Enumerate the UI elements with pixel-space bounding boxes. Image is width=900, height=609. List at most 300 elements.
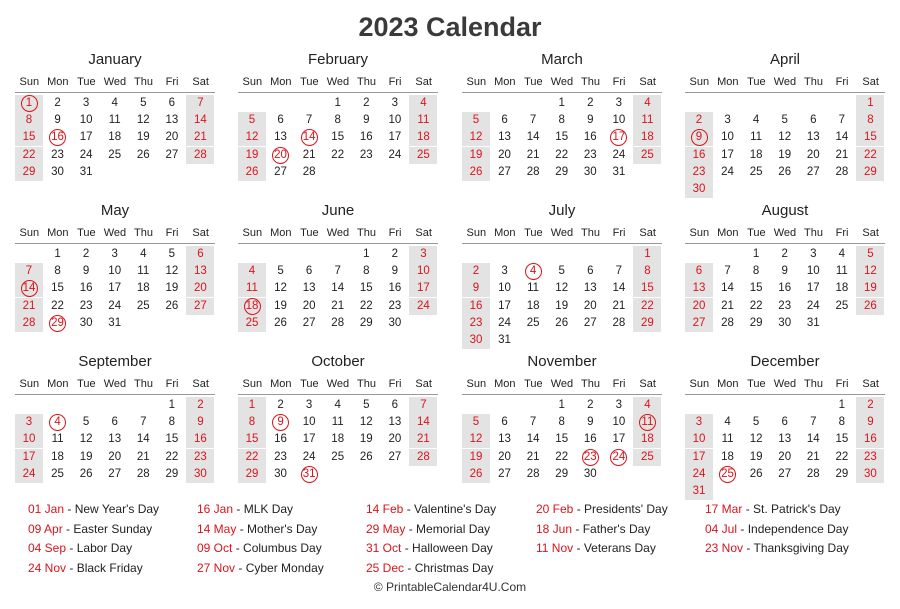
- day-cell: 31: [806, 316, 820, 329]
- weekday-label: Mon: [494, 378, 516, 390]
- month-june: [238, 201, 438, 364]
- day-cell: 29: [15, 164, 43, 181]
- day-cell: 31: [612, 165, 626, 178]
- day-cell: 28: [302, 165, 316, 178]
- weekday-label: Wed: [773, 76, 797, 88]
- holiday-day-circle: 4: [525, 263, 542, 280]
- month-december: [685, 352, 885, 515]
- month-name: September: [78, 353, 152, 370]
- day-cell: [633, 414, 661, 431]
- holiday-name: MLK Day: [243, 502, 294, 516]
- day-cell: 8: [856, 112, 884, 129]
- day-cell: 6: [685, 263, 713, 280]
- day-cell: 22: [555, 450, 569, 463]
- day-cell: 30: [462, 332, 490, 349]
- day-cell: 14: [526, 131, 540, 144]
- day-cell: 28: [612, 316, 626, 329]
- weekday-label: Tue: [524, 378, 543, 390]
- day-cell: 30: [388, 316, 402, 329]
- day-cell: 24: [302, 450, 316, 463]
- day-cell: 25: [633, 449, 661, 466]
- day-cell: 8: [363, 265, 370, 278]
- day-cell: 20: [302, 299, 316, 312]
- weekday-label: Sun: [466, 378, 487, 390]
- day-cell: 2: [277, 399, 284, 411]
- weekday-label: Sat: [862, 378, 879, 390]
- holiday-item: [366, 520, 536, 540]
- day-cell: 16: [583, 433, 597, 446]
- day-cell: 10: [388, 114, 402, 127]
- day-cell: 25: [238, 315, 266, 332]
- day-cell: 3: [82, 97, 90, 109]
- day-cell: 26: [165, 299, 179, 312]
- day-cell: 7: [724, 265, 731, 278]
- day-grid: [685, 244, 885, 364]
- holiday-day-circle: 1: [21, 95, 38, 112]
- day-cell: 14: [721, 282, 734, 295]
- day-cell: 26: [555, 316, 569, 329]
- day-cell: 7: [838, 114, 846, 127]
- day-cell: 12: [136, 114, 150, 127]
- day-cell: 15: [165, 433, 179, 446]
- day-cell: 3: [615, 97, 623, 109]
- holiday-column: [197, 500, 367, 578]
- day-cell: 16: [388, 282, 402, 295]
- weekday-label: Wed: [103, 378, 127, 390]
- day-cell: 30: [51, 165, 64, 178]
- weekday-label: Wed: [550, 227, 574, 239]
- holiday-item: [28, 539, 198, 559]
- holiday-separator: -: [742, 502, 754, 516]
- holiday-item: [366, 539, 536, 559]
- holiday-day-circle: 9: [272, 414, 289, 431]
- day-cell: 14: [526, 433, 540, 446]
- day-cell: 13: [186, 263, 214, 280]
- holiday-day-circle: 14: [21, 280, 38, 297]
- day-cell: 25: [331, 450, 345, 463]
- day-cell: 12: [359, 416, 373, 429]
- weekday-label: Thu: [581, 227, 601, 239]
- day-cell: 23: [51, 148, 64, 161]
- month-name: January: [88, 51, 142, 68]
- day-cell: 13: [498, 433, 511, 446]
- weekday-label: Thu: [804, 76, 824, 88]
- day-cell: 25: [526, 316, 540, 329]
- day-cell: 10: [806, 265, 820, 278]
- day-cell: [295, 129, 323, 146]
- month-october: [238, 352, 438, 515]
- day-cell: 31: [498, 334, 511, 346]
- day-cell: 30: [274, 467, 287, 480]
- day-cell: 2: [587, 97, 594, 109]
- holiday-date: 25 Dec: [366, 560, 405, 575]
- month-march: [462, 50, 662, 213]
- day-cell: 5: [462, 112, 490, 129]
- day-cell: 5: [363, 399, 370, 411]
- weekday-label: Wed: [103, 227, 127, 239]
- holiday-column: [705, 500, 875, 559]
- day-cell: 20: [806, 148, 820, 161]
- day-cell: 3: [409, 246, 437, 263]
- holiday-date: 27 Nov: [197, 560, 236, 575]
- weekday-header: [685, 376, 885, 395]
- day-cell: 18: [331, 433, 345, 446]
- day-cell: 1: [558, 399, 565, 411]
- day-cell: 5: [168, 248, 176, 260]
- weekday-label: Fri: [165, 227, 179, 239]
- weekday-header: [15, 225, 215, 244]
- day-cell: 7: [186, 95, 214, 112]
- weekday-label: Mon: [494, 227, 516, 239]
- month-name: May: [100, 202, 130, 219]
- holiday-date: 09 Oct: [197, 541, 233, 555]
- day-cell: 15: [555, 433, 569, 446]
- day-cell: 27: [302, 316, 316, 329]
- day-cell: 13: [108, 433, 122, 446]
- day-cell: 9: [186, 414, 214, 431]
- weekday-label: Wed: [326, 227, 350, 239]
- day-cell: 27: [583, 316, 597, 329]
- holiday-item: [197, 520, 367, 540]
- day-cell: 7: [529, 114, 537, 127]
- day-cell: 13: [498, 131, 511, 144]
- day-cell: 17: [15, 449, 43, 466]
- day-cell: 15: [331, 131, 345, 144]
- day-cell: 12: [274, 282, 287, 295]
- day-cell: [519, 263, 547, 280]
- day-cell: 18: [721, 450, 734, 463]
- day-cell: 2: [391, 248, 399, 260]
- day-grid: [238, 244, 438, 364]
- weekday-header: [462, 74, 662, 93]
- day-cell: 12: [749, 433, 763, 446]
- holiday-separator: -: [403, 502, 415, 516]
- day-cell: 27: [388, 450, 402, 463]
- day-cell: 9: [462, 280, 490, 297]
- weekday-label: Fri: [165, 76, 179, 88]
- holiday-column: [366, 500, 536, 578]
- day-cell: [714, 466, 742, 483]
- day-cell: 12: [462, 431, 490, 448]
- holiday-day-circle: 14: [301, 129, 318, 146]
- month-august: [685, 201, 885, 364]
- day-grid: [685, 93, 885, 213]
- weekday-label: Mon: [717, 227, 739, 239]
- day-cell: 23: [388, 299, 402, 312]
- day-cell: 13: [165, 114, 179, 127]
- day-cell: 10: [685, 431, 713, 448]
- weekday-label: Sat: [639, 76, 656, 88]
- weekday-label: Tue: [300, 378, 319, 390]
- weekday-label: Wed: [773, 378, 797, 390]
- holiday-name: Christmas Day: [414, 560, 494, 575]
- weekday-label: Sun: [19, 76, 40, 88]
- day-cell: 1: [856, 95, 884, 112]
- day-cell: 22: [633, 298, 661, 315]
- weekday-label: Tue: [77, 378, 96, 390]
- day-cell: 20: [165, 131, 179, 144]
- day-cell: 19: [359, 433, 373, 446]
- day-cell: 24: [721, 165, 734, 178]
- weekday-label: Tue: [747, 76, 766, 88]
- day-cell: 18: [136, 282, 150, 295]
- day-cell: 20: [583, 299, 597, 312]
- weekday-label: Mon: [717, 76, 739, 88]
- weekday-label: Fri: [835, 227, 849, 239]
- day-cell: 10: [721, 131, 734, 144]
- weekday-label: Thu: [581, 378, 601, 390]
- day-cell: 11: [409, 112, 437, 129]
- day-cell: 2: [781, 248, 788, 260]
- weekday-label: Wed: [550, 76, 574, 88]
- day-cell: 27: [274, 165, 287, 178]
- day-cell: 12: [778, 131, 792, 144]
- holiday-item: [536, 539, 706, 559]
- weekday-label: Thu: [134, 378, 154, 390]
- day-cell: 26: [79, 467, 93, 480]
- weekday-label: Thu: [357, 227, 377, 239]
- day-cell: 29: [633, 315, 661, 332]
- weekday-label: Fri: [612, 76, 626, 88]
- day-cell: 21: [526, 148, 540, 161]
- day-cell: 19: [274, 299, 287, 312]
- holiday-date: 29 May: [366, 521, 406, 536]
- weekday-label: Sun: [242, 76, 263, 88]
- day-cell: 16: [359, 131, 373, 144]
- day-cell: 4: [238, 263, 266, 280]
- day-cell: 30: [856, 466, 884, 483]
- day-cell: 7: [810, 416, 817, 429]
- day-cell: 22: [165, 450, 179, 463]
- day-cell: 23: [79, 299, 93, 312]
- day-cell: 8: [838, 416, 846, 429]
- holiday-name: Mother's Day: [247, 521, 318, 536]
- day-cell: 3: [685, 414, 713, 431]
- weekday-label: Sun: [19, 378, 40, 390]
- weekday-label: Sat: [415, 76, 432, 88]
- day-cell: 23: [359, 148, 373, 161]
- holiday-date: 20 Feb: [536, 502, 574, 516]
- weekday-label: Wed: [326, 76, 350, 88]
- holiday-item: [28, 559, 198, 579]
- weekday-label: Thu: [804, 227, 824, 239]
- weekday-label: Fri: [612, 378, 626, 390]
- weekday-label: Mon: [494, 76, 516, 88]
- day-cell: 27: [186, 298, 214, 315]
- holiday-date: 04 Jul: [705, 521, 738, 536]
- day-cell: 17: [721, 148, 734, 161]
- holiday-date: 23 Nov: [705, 541, 744, 555]
- day-cell: [44, 315, 72, 332]
- day-cell: 19: [136, 131, 150, 144]
- holiday-item: [536, 520, 706, 540]
- day-cell: 26: [462, 164, 490, 181]
- weekday-header: [238, 376, 438, 395]
- holiday-date: 16 Jan: [197, 502, 234, 516]
- day-cell: 7: [305, 114, 313, 127]
- day-cell: 22: [359, 299, 373, 312]
- holiday-item: [197, 539, 367, 559]
- weekday-label: Sun: [242, 227, 263, 239]
- day-cell: 4: [140, 248, 147, 260]
- day-cell: 5: [462, 414, 490, 431]
- weekday-label: Thu: [134, 76, 154, 88]
- day-cell: 18: [633, 431, 661, 448]
- day-cell: 19: [778, 148, 792, 161]
- holiday-separator: -: [233, 502, 244, 516]
- day-cell: 24: [15, 466, 43, 483]
- day-cell: 17: [409, 280, 437, 297]
- day-cell: 16: [685, 147, 713, 164]
- weekday-label: Tue: [524, 76, 543, 88]
- month-name: March: [541, 51, 583, 68]
- day-cell: 17: [498, 299, 511, 312]
- day-cell: 14: [409, 414, 437, 431]
- day-cell: 24: [498, 316, 511, 329]
- holiday-name: Columbus Day: [243, 541, 322, 555]
- day-cell: 28: [331, 316, 345, 329]
- holiday-date: 17 Mar: [705, 502, 743, 516]
- day-cell: 30: [186, 466, 214, 483]
- holiday-separator: -: [64, 502, 75, 516]
- day-cell: 7: [140, 416, 147, 429]
- day-cell: 11: [331, 416, 344, 429]
- day-cell: 21: [526, 450, 540, 463]
- day-cell: 29: [835, 467, 849, 480]
- day-cell: 1: [752, 248, 760, 260]
- day-cell: 21: [136, 450, 150, 463]
- day-cell: 29: [165, 467, 179, 480]
- day-cell: 2: [186, 397, 214, 414]
- day-cell: 15: [15, 129, 43, 146]
- holiday-name: St. Patrick's Day: [753, 502, 841, 516]
- day-cell: 8: [168, 416, 176, 429]
- day-cell: 14: [186, 112, 214, 129]
- month-name: July: [548, 202, 576, 219]
- day-cell: 24: [79, 148, 93, 161]
- day-cell: 10: [302, 416, 316, 429]
- day-grid: [15, 395, 215, 515]
- day-cell: 10: [498, 282, 511, 295]
- month-january: [15, 50, 215, 213]
- holiday-item: [366, 500, 536, 520]
- day-cell: 16: [274, 433, 287, 446]
- holiday-separator: -: [66, 541, 77, 555]
- day-cell: 13: [778, 433, 792, 446]
- day-cell: 1: [334, 97, 341, 109]
- day-cell: 30: [79, 316, 93, 329]
- day-cell: 26: [274, 316, 287, 329]
- day-cell: 14: [806, 433, 820, 446]
- holiday-item: [28, 500, 198, 520]
- day-cell: 26: [856, 298, 884, 315]
- day-cell: 5: [752, 416, 760, 429]
- day-cell: 30: [583, 165, 597, 178]
- day-cell: [44, 414, 72, 431]
- day-cell: 21: [721, 299, 734, 312]
- day-cell: 20: [498, 148, 511, 161]
- day-cell: 6: [501, 114, 508, 127]
- day-cell: 18: [526, 299, 540, 312]
- day-cell: 15: [749, 282, 763, 295]
- day-cell: 23: [583, 148, 597, 161]
- day-cell: 11: [835, 265, 848, 278]
- day-cell: 9: [781, 265, 788, 278]
- holiday-date: 09 Apr: [28, 521, 63, 536]
- day-cell: 18: [51, 450, 64, 463]
- holiday-day-circle: 23: [582, 449, 599, 466]
- day-grid: [462, 395, 662, 515]
- day-cell: 1: [363, 248, 370, 260]
- weekday-label: Thu: [134, 227, 154, 239]
- day-cell: 5: [558, 265, 565, 278]
- holiday-name: Black Friday: [76, 560, 143, 575]
- day-cell: 11: [51, 433, 64, 446]
- day-cell: [605, 449, 633, 466]
- day-cell: 2: [82, 248, 90, 260]
- day-cell: 17: [388, 131, 402, 144]
- day-cell: 16: [79, 282, 93, 295]
- day-cell: 6: [587, 265, 594, 278]
- day-cell: 1: [168, 399, 176, 411]
- holiday-separator: -: [232, 541, 244, 555]
- day-cell: 4: [724, 416, 731, 429]
- day-cell: 26: [136, 148, 150, 161]
- day-cell: 15: [856, 129, 884, 146]
- day-cell: 10: [612, 416, 626, 429]
- day-cell: 21: [186, 129, 214, 146]
- day-cell: 24: [388, 148, 402, 161]
- day-cell: 10: [409, 263, 437, 280]
- holiday-item: [705, 539, 875, 559]
- day-cell: 4: [633, 95, 661, 112]
- holiday-date: 14 Feb: [366, 502, 404, 516]
- day-cell: 4: [838, 248, 846, 260]
- weekday-label: Fri: [835, 378, 849, 390]
- day-cell: 27: [498, 467, 511, 480]
- day-cell: [15, 95, 43, 112]
- day-grid: [685, 395, 885, 515]
- day-cell: 9: [856, 414, 884, 431]
- holiday-name: Valentine's Day: [414, 502, 497, 516]
- day-cell: 19: [165, 282, 179, 295]
- day-cell: 30: [583, 467, 597, 480]
- weekday-label: Tue: [77, 76, 96, 88]
- day-cell: 24: [409, 298, 437, 315]
- day-cell: 5: [140, 97, 147, 109]
- weekday-label: Fri: [388, 227, 402, 239]
- weekday-label: Wed: [326, 378, 350, 390]
- day-cell: 12: [856, 263, 884, 280]
- weekday-label: Wed: [550, 378, 574, 390]
- holiday-item: [536, 500, 706, 520]
- day-cell: [44, 129, 72, 146]
- day-cell: 3: [391, 97, 399, 109]
- day-cell: 5: [856, 246, 884, 263]
- holiday-separator: -: [405, 521, 417, 536]
- holiday-date: 04 Sep: [28, 541, 67, 555]
- holiday-date: 14 May: [197, 521, 237, 536]
- holiday-date: 31 Oct: [366, 541, 402, 555]
- day-cell: 10: [15, 431, 43, 448]
- day-cell: 24: [685, 466, 713, 483]
- day-cell: 21: [302, 148, 316, 161]
- month-name: August: [761, 202, 809, 219]
- day-grid: [15, 93, 215, 213]
- day-cell: 12: [462, 129, 490, 146]
- month-september: [15, 352, 215, 515]
- holiday-name: Cyber Monday: [245, 560, 324, 575]
